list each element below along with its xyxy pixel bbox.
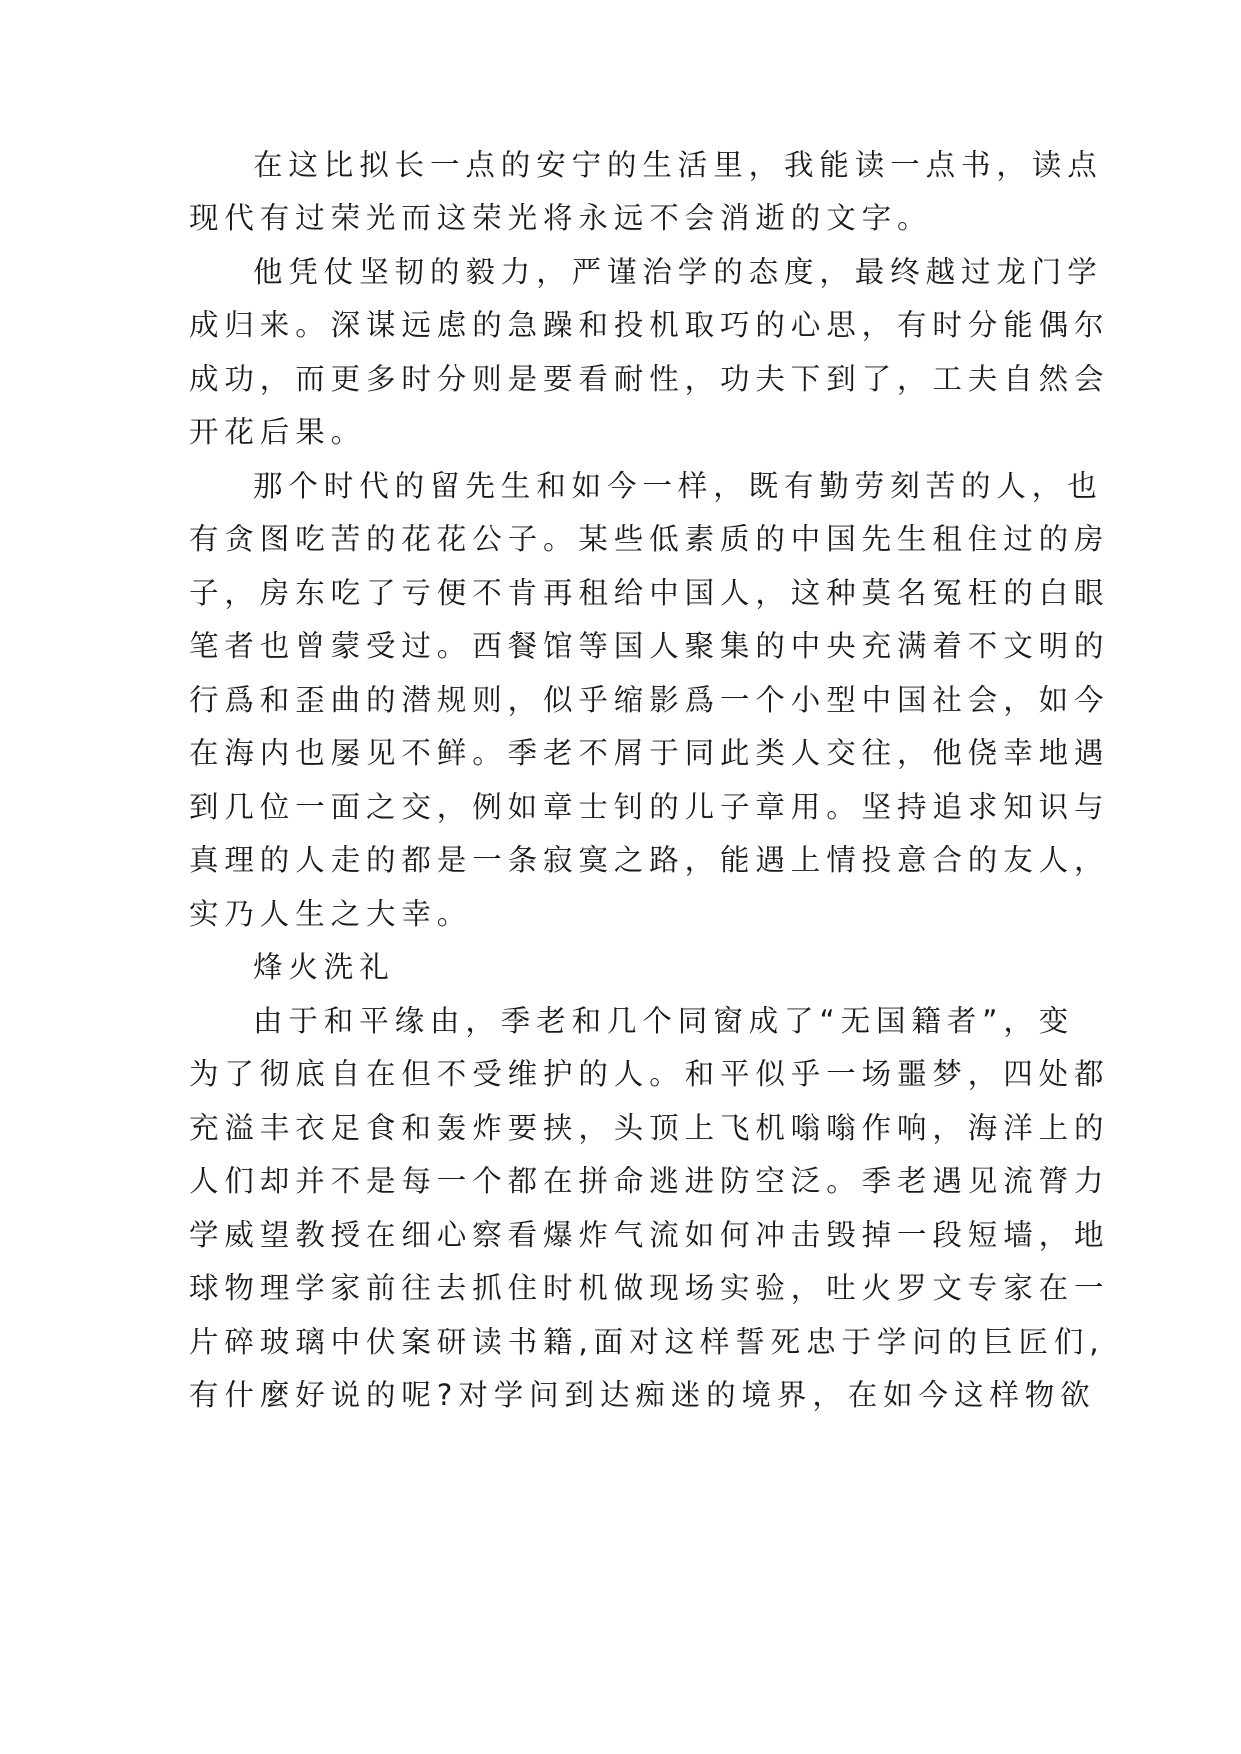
text-line: 片碎玻璃中伏案研读书籍,面对这样誓死忠于学问的巨匠们, <box>189 1325 1105 1359</box>
text-line: 开花后果。 <box>189 415 367 449</box>
text-line: 真理的人走的都是一条寂寞之路，能遇上情投意合的友人， <box>189 843 1110 877</box>
text-line: 实乃人生之大幸。 <box>189 897 473 931</box>
text-line: 到几位一面之交，例如章士钊的儿子章用。坚持追求知识与 <box>189 790 1110 824</box>
text-line: 他凭仗坚韧的毅力，严谨治学的态度，最终越过龙门学 <box>253 255 1103 289</box>
text-line: 充溢丰衣足食和轰炸要挟，头顶上飞机嗡嗡作响，海洋上的 <box>189 1111 1110 1145</box>
text-line: 现代有过荣光而这荣光将永远不会消逝的文字。 <box>189 201 933 235</box>
text-line: 成功，而更多时分则是要看耐性，功夫下到了，工夫自然会 <box>189 362 1110 396</box>
text-line: 那个时代的留先生和如今一样，既有勤劳刻苦的人，也 <box>253 469 1103 503</box>
text-line: 学威望教授在细心察看爆炸气流如何冲击毁掉一段短墙，地 <box>189 1218 1110 1252</box>
text-line: 行爲和歪曲的潜规则，似乎缩影爲一个小型中国社会，如今 <box>189 683 1110 717</box>
text-line: 有什麼好说的呢?对学问到达痴迷的境界，在如今这样物欲 <box>189 1378 1096 1412</box>
text-line: 人们却并不是每一个都在拼命逃进防空泛。季老遇见流膂力 <box>189 1164 1110 1198</box>
section-heading: 烽火洗礼 <box>253 950 395 984</box>
text-line: 子，房东吃了亏便不肯再租给中国人，这种莫名冤枉的白眼 <box>189 576 1110 610</box>
text-line: 为了彻底自在但不受维护的人。和平似乎一场噩梦，四处都 <box>189 1057 1110 1091</box>
text-line: 笔者也曾蒙受过。西餐馆等国人聚集的中央充满着不文明的 <box>189 629 1110 663</box>
text-line: 在海内也屡见不鲜。季老不屑于同此类人交往，他侥幸地遇 <box>189 736 1110 770</box>
text-line: 球物理学家前往去抓住时机做现场实验，吐火罗文专家在一 <box>189 1271 1110 1305</box>
text-line: 有贪图吃苦的花花公子。某些低素质的中国先生租住过的房 <box>189 522 1110 556</box>
text-line: 成归来。深谋远虑的急躁和投机取巧的心思，有时分能偶尔 <box>189 308 1110 342</box>
text-line: 在这比拟长一点的安宁的生活里，我能读一点书，读点 <box>253 148 1103 182</box>
text-line: 由于和平缘由，季老和几个同窗成了“无国籍者”，变 <box>253 1004 1075 1038</box>
